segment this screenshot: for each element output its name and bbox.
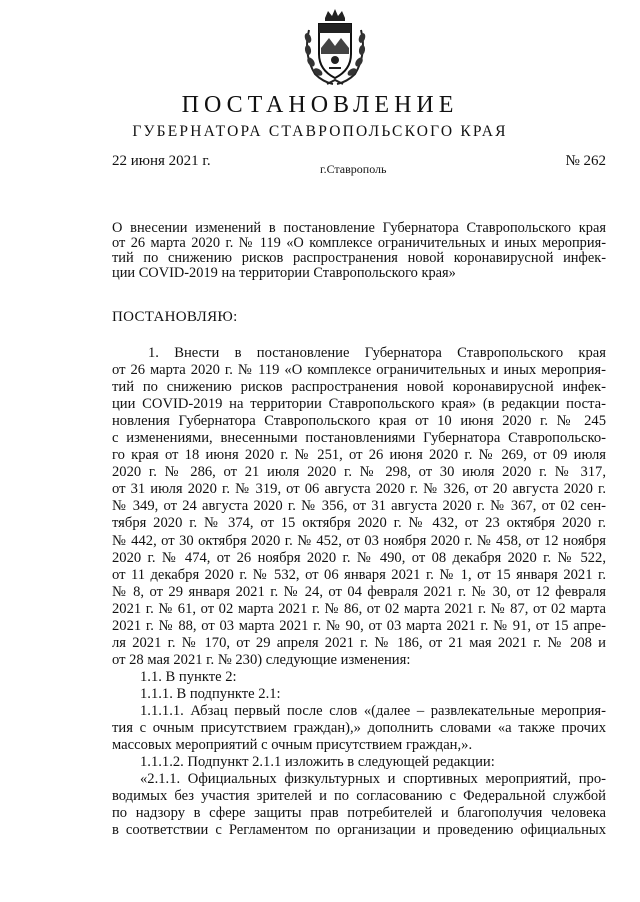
body-line: тия с очным присутствием граждан),» дополнить словами «а также прочих (112, 720, 606, 737)
body-line: 2020 г. № 474, от 26 ноября 2020 г. № 490, от 08 декабря 2020 г. № 522, (112, 549, 606, 566)
body-line: в соответствии с Регламентом по организации и проведению официальных (112, 822, 606, 839)
body-line: по надзору в сфере защиты прав потребителей и благополучия человека (112, 805, 606, 822)
body-line: от 26 марта 2020 г. № 119 «О комплексе ограничительных и иных мероприя- (112, 362, 606, 379)
body-line: новления Губернатора Ставропольского края от 10 июня 2020 г. № 245 (112, 413, 606, 430)
document-city: г.Ставрополь (320, 162, 387, 176)
subject-line: О внесении изменений в постановление Губернатора Ставропольского края (112, 220, 606, 236)
body-line: водимых без участия зрителей и по согласованию с Федеральной службой (112, 788, 606, 805)
document-subject (112, 221, 606, 281)
body-line: 1.1.1. В подпункте 2.1: (140, 685, 281, 702)
body-line: 1.1.1.1. Абзац первый после слов «(далее – развлекательные мероприя- (140, 702, 606, 719)
subject-line: тий по снижению рисков распространения новой коронавирусной инфек- (112, 250, 606, 266)
document-body (112, 345, 606, 839)
body-line: с изменениями, внесенными постановлениями Губернатора Ставропольско- (112, 430, 606, 447)
body-line: 2020 г. № 286, от 21 июля 2020 г. № 298, от 30 июля 2020 г. № 317, (112, 464, 606, 481)
body-line: 2021 г. № 61, от 02 марта 2021 г. № 86, от 02 марта 2021 г. № 87, от 02 марта (112, 600, 606, 617)
body-line: 1.1.1.2. Подпункт 2.1.1 изложить в следующей редакции: (140, 754, 495, 771)
document-date: 22 июня 2021 г. (112, 153, 211, 169)
body-line: 1. Внести в постановление Губернатора Ставропольского края (148, 345, 606, 361)
body-line: от 31 июля 2020 г. № 319, от 06 августа 2020 г. № 326, от 20 августа 2020 г. (112, 481, 606, 498)
body-line: ля 2021 г. № 170, от 29 апреля 2021 г. № 186, от 21 мая 2021 г. № 208 и (112, 634, 606, 651)
body-line: № 349, от 24 августа 2020 г. № 356, от 31 августа 2020 г. № 367, от 02 сен- (112, 498, 606, 515)
subject-line: от 26 марта 2020 г. № 119 «О комплексе ограничительных и иных мероприя- (112, 235, 606, 251)
decree-word: ПОСТАНОВЛЯЮ: (112, 309, 238, 325)
body-line: тий по снижению рисков распространения новой коронавирусной инфек- (112, 379, 606, 396)
body-line: массовых мероприятий с очным присутствием граждан,». (112, 737, 473, 754)
document-number: № 262 (565, 153, 606, 169)
body-line: от 11 декабря 2020 г. № 532, от 06 января 2021 г. № 1, от 15 января 2021 г. (112, 566, 606, 583)
document-title: ПОСТАНОВЛЕНИЕ (181, 92, 459, 118)
body-line: от 28 мая 2021 г. № 230) следующие изменения: (112, 651, 411, 668)
body-line: 1.1. В пункте 2: (140, 668, 237, 685)
body-line: № 442, от 30 октября 2020 г. № 452, от 03 ноября 2020 г. № 458, от 12 ноября (112, 532, 606, 549)
body-line: го края от 18 июня 2020 г. № 251, от 26 июня 2020 г. № 269, от 09 июля (112, 447, 606, 464)
body-line: 2021 г. № 88, от 03 марта 2021 г. № 90, от 03 марта 2021 г. № 91, от 15 апре- (112, 617, 606, 634)
body-line: № 8, от 29 января 2021 г. № 24, от 04 февраля 2021 г. № 30, от 12 февраля (112, 583, 606, 600)
subject-line: ции COVID-2019 на территории Ставропольского края» (112, 265, 456, 281)
body-line: «2.1.1. Официальных физкультурных и спортивных мероприятий, про- (140, 771, 606, 788)
issuer-title: ГУБЕРНАТОРА СТАВРОПОЛЬСКОГО КРАЯ (132, 123, 508, 140)
body-line: ции COVID-2019 на территории Ставропольского края» (в редакции поста- (112, 396, 606, 413)
coat-of-arms-icon (299, 8, 371, 88)
body-line: тября 2020 г. № 374, от 15 октября 2020 г. № 432, от 23 октября 2020 г. (112, 515, 606, 532)
